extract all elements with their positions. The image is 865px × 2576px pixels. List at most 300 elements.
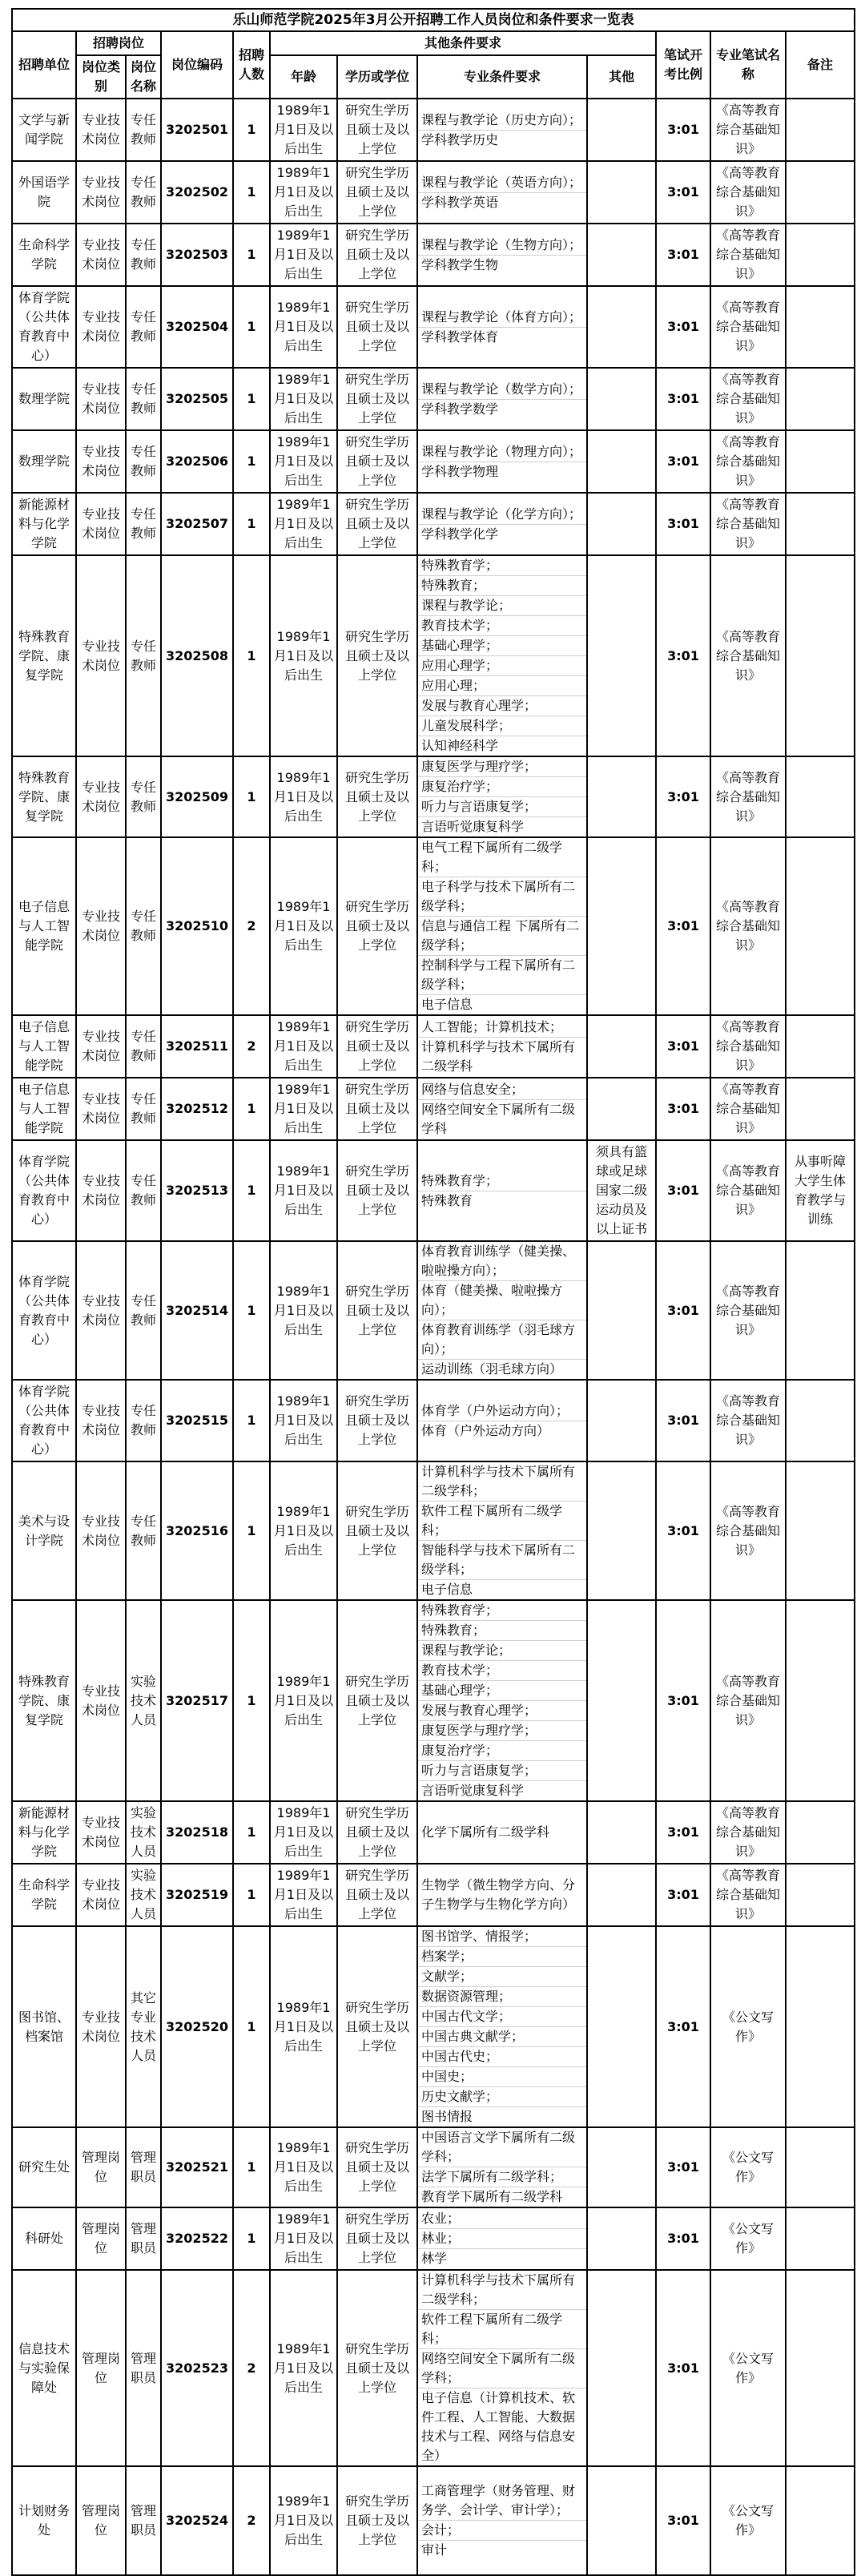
- code-cell: 3202505: [161, 368, 233, 430]
- major-line: 学科教学生物: [421, 256, 499, 272]
- major-line: 学科教学历史: [421, 131, 499, 147]
- post-name-cell: 专任教师: [126, 1241, 161, 1380]
- degree-cell: 研究生学历且硕士及以上学位: [337, 1078, 417, 1140]
- unit-cell: 电子信息与人工智能学院: [12, 1078, 76, 1140]
- count-cell: 1: [233, 756, 270, 837]
- major-line: 网络空间安全下属所有二级学科；: [418, 2349, 586, 2389]
- exam-cell: 《高等教育综合基础知识》: [710, 1015, 786, 1078]
- major-line: 运动训练（羽毛球方向）: [421, 1361, 563, 1377]
- remark-cell: [786, 2270, 855, 2466]
- table-row: [12, 224, 855, 286]
- table-row: [12, 286, 855, 368]
- exam-cell: 《公文写作》: [710, 2207, 786, 2270]
- other-cell: [587, 430, 656, 493]
- post-name-cell: 管理职员: [126, 2127, 161, 2207]
- code-cell: 3202504: [161, 286, 233, 368]
- post-name-cell: 专任教师: [126, 493, 161, 555]
- major-line: 网络空间安全下属所有二级学科: [421, 1101, 576, 1136]
- count-cell: 1: [233, 1926, 270, 2127]
- age-cell: 1989年1月1日及以后出生: [270, 756, 337, 837]
- major-cell: [417, 1926, 587, 2127]
- code-cell: 3202520: [161, 1926, 233, 2127]
- ratio-cell: 3:01: [656, 1801, 710, 1864]
- other-cell: [587, 1461, 656, 1600]
- unit-cell: 体育学院（公共体育教育中心）: [12, 286, 76, 368]
- major-cell: [417, 224, 587, 286]
- col-header-age: 年龄: [270, 55, 337, 99]
- post-type-cell: 专业技术岗位: [76, 224, 126, 286]
- major-line: 档案学；: [418, 1947, 586, 1967]
- table-row: [12, 1864, 855, 1926]
- table-row: [12, 1380, 855, 1461]
- major-cell: [417, 1241, 587, 1380]
- recruitment-document: [11, 8, 854, 2576]
- post-name-cell: 专任教师: [126, 1140, 161, 1241]
- degree-cell: 研究生学历且硕士及以上学位: [337, 2207, 417, 2270]
- major-line: 中国古典文献学；: [418, 2027, 586, 2047]
- remark-cell: [786, 837, 855, 1015]
- age-cell: 1989年1月1日及以后出生: [270, 555, 337, 756]
- unit-cell: 体育学院（公共体育教育中心）: [12, 1241, 76, 1380]
- recruitment-table: [11, 8, 855, 2576]
- code-cell: 3202506: [161, 430, 233, 493]
- table-row: [12, 2207, 855, 2270]
- count-cell: 2: [233, 837, 270, 1015]
- unit-cell: 体育学院（公共体育教育中心）: [12, 1140, 76, 1241]
- major-line: 康复医学与理疗学；: [418, 1721, 586, 1741]
- major-line: 信息与通信工程 下属所有二级学科；: [418, 917, 586, 956]
- post-type-cell: 专业技术岗位: [76, 430, 126, 493]
- major-cell: [417, 2207, 587, 2270]
- count-cell: 1: [233, 1600, 270, 1801]
- major-line: 林业；: [418, 2229, 586, 2249]
- unit-cell: 计划财务处: [12, 2466, 76, 2575]
- major-line: 学科教学数学: [421, 401, 499, 417]
- table-body: [12, 99, 855, 2575]
- major-line: 中国古代史；: [418, 2047, 586, 2067]
- count-cell: 1: [233, 1801, 270, 1864]
- col-header-other: 其他: [587, 55, 656, 99]
- code-cell: 3202513: [161, 1140, 233, 1241]
- remark-cell: [786, 1600, 855, 1801]
- remark-cell: [786, 1241, 855, 1380]
- exam-cell: 《高等教育综合基础知识》: [710, 1380, 786, 1461]
- other-cell: [587, 493, 656, 555]
- ratio-cell: 3:01: [656, 2466, 710, 2575]
- major-line: 电气工程下属所有二级学科；: [418, 838, 586, 877]
- count-cell: 1: [233, 161, 270, 224]
- major-line: 智能科学与技术下属所有二级学科；: [418, 1541, 586, 1580]
- ratio-cell: 3:01: [656, 430, 710, 493]
- remark-cell: [786, 1461, 855, 1600]
- ratio-cell: 3:01: [656, 1015, 710, 1078]
- count-cell: 1: [233, 1140, 270, 1241]
- major-line: 林学: [421, 2251, 448, 2266]
- post-type-cell: 专业技术岗位: [76, 1380, 126, 1461]
- count-cell: 1: [233, 1461, 270, 1600]
- major-cell: [417, 1801, 587, 1864]
- exam-cell: 《高等教育综合基础知识》: [710, 430, 786, 493]
- major-line: 课程与教学论；: [418, 1641, 586, 1661]
- major-line: 特殊教育；: [418, 1621, 586, 1641]
- major-cell: [417, 2270, 587, 2466]
- major-line: 言语听觉康复科学: [421, 1783, 525, 1798]
- count-cell: 1: [233, 1078, 270, 1140]
- remark-cell: [786, 1015, 855, 1078]
- code-cell: 3202503: [161, 224, 233, 286]
- count-cell: 1: [233, 224, 270, 286]
- exam-cell: 《高等教育综合基础知识》: [710, 224, 786, 286]
- exam-cell: 《高等教育综合基础知识》: [710, 1801, 786, 1864]
- major-line: 发展与教育心理学；: [418, 1701, 586, 1721]
- other-cell: [587, 1864, 656, 1926]
- unit-cell: 电子信息与人工智能学院: [12, 1015, 76, 1078]
- table-row: [12, 1461, 855, 1600]
- major-line: 听力与言语康复学；: [418, 1761, 586, 1781]
- ratio-cell: 3:01: [656, 2270, 710, 2466]
- col-header-ratio: 笔试开考比例: [656, 31, 710, 99]
- major-cell: [417, 1078, 587, 1140]
- other-cell: [587, 1801, 656, 1864]
- major-line: 康复治疗学；: [418, 1741, 586, 1761]
- count-cell: 1: [233, 555, 270, 756]
- ratio-cell: 3:01: [656, 1078, 710, 1140]
- ratio-cell: 3:01: [656, 1140, 710, 1241]
- ratio-cell: 3:01: [656, 368, 710, 430]
- major-cell: [417, 161, 587, 224]
- post-name-cell: 专任教师: [126, 1380, 161, 1461]
- code-cell: 3202514: [161, 1241, 233, 1380]
- major-cell: [417, 756, 587, 837]
- major-line: 特殊教育学；: [418, 1171, 586, 1191]
- post-type-cell: 专业技术岗位: [76, 1241, 126, 1380]
- code-cell: 3202524: [161, 2466, 233, 2575]
- major-line: 教育技术学；: [418, 1661, 586, 1681]
- col-header-other-group: 其他条件要求: [270, 31, 656, 55]
- table-row: [12, 1801, 855, 1864]
- age-cell: 1989年1月1日及以后出生: [270, 1801, 337, 1864]
- major-line: 课程与教学论（化学方向）；: [418, 505, 586, 525]
- code-cell: 3202519: [161, 1864, 233, 1926]
- age-cell: 1989年1月1日及以后出生: [270, 1241, 337, 1380]
- count-cell: 2: [233, 1015, 270, 1078]
- major-line: 特殊教育: [421, 1192, 473, 1208]
- major-line: 康复治疗学；: [418, 777, 586, 797]
- table-row: [12, 161, 855, 224]
- major-line: 儿童发展科学；: [418, 716, 586, 736]
- major-line: 学科教学体育: [421, 329, 499, 345]
- other-cell: [587, 2466, 656, 2575]
- major-line: 言语听觉康复科学: [421, 819, 525, 834]
- remark-cell: [786, 1078, 855, 1140]
- other-cell: [587, 224, 656, 286]
- count-cell: 1: [233, 286, 270, 368]
- exam-cell: 《公文写作》: [710, 2270, 786, 2466]
- age-cell: 1989年1月1日及以后出生: [270, 99, 337, 161]
- degree-cell: 研究生学历且硕士及以上学位: [337, 1140, 417, 1241]
- unit-cell: 外国语学院: [12, 161, 76, 224]
- table-row: [12, 99, 855, 161]
- remark-cell: [786, 1380, 855, 1461]
- page-title: 乐山师范学院2025年3月公开招聘工作人员岗位和条件要求一览表: [12, 9, 855, 31]
- exam-cell: 《高等教育综合基础知识》: [710, 1461, 786, 1600]
- ratio-cell: 3:01: [656, 837, 710, 1015]
- unit-cell: 数理学院: [12, 368, 76, 430]
- remark-cell: 从事听障大学生体育教学与训练: [786, 1140, 855, 1241]
- ratio-cell: 3:01: [656, 1600, 710, 1801]
- post-name-cell: 专任教师: [126, 1015, 161, 1078]
- major-line: 软件工程下属所有二级学科；: [418, 2310, 586, 2349]
- table-row: [12, 1015, 855, 1078]
- count-cell: 1: [233, 1241, 270, 1380]
- code-cell: 3202523: [161, 2270, 233, 2466]
- major-line: 康复医学与理疗学；: [418, 757, 586, 777]
- other-cell: [587, 2127, 656, 2207]
- major-line: 体育（健美操、啦啦操方向）；: [418, 1281, 586, 1320]
- age-cell: 1989年1月1日及以后出生: [270, 1078, 337, 1140]
- ratio-cell: 3:01: [656, 286, 710, 368]
- post-type-cell: 管理岗位: [76, 2466, 126, 2575]
- major-line: 体育学（户外运动方向）；: [418, 1401, 586, 1421]
- age-cell: 1989年1月1日及以后出生: [270, 368, 337, 430]
- degree-cell: 研究生学历且硕士及以上学位: [337, 161, 417, 224]
- other-cell: [587, 2207, 656, 2270]
- remark-cell: [786, 555, 855, 756]
- major-cell: [417, 430, 587, 493]
- code-cell: 3202521: [161, 2127, 233, 2207]
- major-cell: [417, 1600, 587, 1801]
- degree-cell: 研究生学历且硕士及以上学位: [337, 555, 417, 756]
- major-line: 课程与教学论（物理方向）；: [418, 442, 586, 462]
- exam-cell: 《高等教育综合基础知识》: [710, 286, 786, 368]
- post-name-cell: 实验技术人员: [126, 1801, 161, 1864]
- major-line: 审计: [421, 2542, 448, 2558]
- major-line: 文献学；: [418, 1967, 586, 1987]
- major-line: 电子科学与技术下属所有二级学科；: [418, 877, 586, 917]
- post-type-cell: 专业技术岗位: [76, 99, 126, 161]
- degree-cell: 研究生学历且硕士及以上学位: [337, 1241, 417, 1380]
- table-row: [12, 837, 855, 1015]
- major-line: 体育教育训练学（羽毛球方向）；: [418, 1320, 586, 1360]
- remark-cell: [786, 493, 855, 555]
- table-row: [12, 368, 855, 430]
- major-line: 认知神经科学: [421, 738, 499, 753]
- exam-cell: 《高等教育综合基础知识》: [710, 368, 786, 430]
- major-line: 法学下属所有二级学科；: [418, 2167, 586, 2187]
- unit-cell: 信息技术与实验保障处: [12, 2270, 76, 2466]
- post-name-cell: 专任教师: [126, 161, 161, 224]
- post-name-cell: 管理职员: [126, 2270, 161, 2466]
- degree-cell: 研究生学历且硕士及以上学位: [337, 1380, 417, 1461]
- col-header-unit: 招聘单位: [12, 31, 76, 99]
- other-cell: [587, 1241, 656, 1380]
- table-row: [12, 1926, 855, 2127]
- post-name-cell: 专任教师: [126, 430, 161, 493]
- table-row: [12, 1078, 855, 1140]
- post-type-cell: 专业技术岗位: [76, 837, 126, 1015]
- major-line: 基础心理学；: [418, 636, 586, 656]
- major-line: 特殊教育学；: [418, 1601, 586, 1621]
- col-header-post-type: 岗位类别: [76, 55, 126, 99]
- exam-cell: 《高等教育综合基础知识》: [710, 493, 786, 555]
- age-cell: 1989年1月1日及以后出生: [270, 2207, 337, 2270]
- table-row: [12, 430, 855, 493]
- exam-cell: 《高等教育综合基础知识》: [710, 161, 786, 224]
- major-line: 应用心理学；: [418, 656, 586, 676]
- unit-cell: 数理学院: [12, 430, 76, 493]
- exam-cell: 《公文写作》: [710, 1926, 786, 2127]
- major-line: 计算机科学与技术下属所有二级学科: [421, 1038, 576, 1074]
- count-cell: 2: [233, 2466, 270, 2575]
- major-cell: [417, 555, 587, 756]
- post-name-cell: 专任教师: [126, 224, 161, 286]
- code-cell: 3202518: [161, 1801, 233, 1864]
- exam-cell: 《高等教育综合基础知识》: [710, 99, 786, 161]
- exam-cell: 《高等教育综合基础知识》: [710, 1241, 786, 1380]
- post-name-cell: 专任教师: [126, 1078, 161, 1140]
- count-cell: 1: [233, 1864, 270, 1926]
- post-name-cell: 其它专业技术人员: [126, 1926, 161, 2127]
- unit-cell: 文学与新闻学院: [12, 99, 76, 161]
- post-type-cell: 专业技术岗位: [76, 1926, 126, 2127]
- other-cell: [587, 1600, 656, 1801]
- remark-cell: [786, 368, 855, 430]
- major-line: 中国史；: [418, 2067, 586, 2087]
- post-type-cell: 专业技术岗位: [76, 368, 126, 430]
- degree-cell: 研究生学历且硕士及以上学位: [337, 430, 417, 493]
- code-cell: 3202509: [161, 756, 233, 837]
- post-type-cell: 管理岗位: [76, 2207, 126, 2270]
- major-line: 软件工程下属所有二级学科；: [418, 1502, 586, 1541]
- code-cell: 3202517: [161, 1600, 233, 1801]
- post-type-cell: 专业技术岗位: [76, 1801, 126, 1864]
- major-line: 网络与信息安全；: [418, 1080, 586, 1100]
- degree-cell: 研究生学历且硕士及以上学位: [337, 837, 417, 1015]
- remark-cell: [786, 286, 855, 368]
- degree-cell: 研究生学历且硕士及以上学位: [337, 1926, 417, 2127]
- table-row: [12, 756, 855, 837]
- remark-cell: [786, 99, 855, 161]
- post-type-cell: 专业技术岗位: [76, 555, 126, 756]
- unit-cell: 新能源材料与化学学院: [12, 493, 76, 555]
- unit-cell: 生命科学学院: [12, 1864, 76, 1926]
- table-row: [12, 1140, 855, 1241]
- other-cell: [587, 2270, 656, 2466]
- major-line: 化学下属所有二级学科: [421, 1824, 550, 1840]
- post-type-cell: 专业技术岗位: [76, 1600, 126, 1801]
- count-cell: 2: [233, 2270, 270, 2466]
- major-cell: [417, 493, 587, 555]
- code-cell: 3202508: [161, 555, 233, 756]
- age-cell: 1989年1月1日及以后出生: [270, 493, 337, 555]
- other-cell: [587, 837, 656, 1015]
- remark-cell: [786, 2127, 855, 2207]
- major-cell: [417, 2127, 587, 2207]
- ratio-cell: 3:01: [656, 756, 710, 837]
- ratio-cell: 3:01: [656, 1864, 710, 1926]
- other-cell: [587, 1015, 656, 1078]
- post-name-cell: 实验技术人员: [126, 1864, 161, 1926]
- degree-cell: 研究生学历且硕士及以上学位: [337, 368, 417, 430]
- remark-cell: [786, 224, 855, 286]
- major-line: 生物学（微生物学方向、分子生物学与生物化学方向）: [421, 1877, 576, 1912]
- age-cell: 1989年1月1日及以后出生: [270, 224, 337, 286]
- major-line: 中国语言文学下属所有二级学科；: [418, 2128, 586, 2167]
- exam-cell: 《高等教育综合基础知识》: [710, 1864, 786, 1926]
- ratio-cell: 3:01: [656, 2127, 710, 2207]
- major-cell: [417, 1140, 587, 1241]
- age-cell: 1989年1月1日及以后出生: [270, 1015, 337, 1078]
- post-name-cell: 专任教师: [126, 837, 161, 1015]
- unit-cell: 美术与设计学院: [12, 1461, 76, 1600]
- ratio-cell: 3:01: [656, 99, 710, 161]
- remark-cell: [786, 1864, 855, 1926]
- degree-cell: 研究生学历且硕士及以上学位: [337, 493, 417, 555]
- code-cell: 3202501: [161, 99, 233, 161]
- degree-cell: 研究生学历且硕士及以上学位: [337, 224, 417, 286]
- other-cell: [587, 756, 656, 837]
- other-cell: [587, 99, 656, 161]
- remark-cell: [786, 2466, 855, 2575]
- post-type-cell: 专业技术岗位: [76, 1461, 126, 1600]
- exam-cell: 《高等教育综合基础知识》: [710, 1078, 786, 1140]
- major-cell: [417, 837, 587, 1015]
- major-line: 特殊教育学；: [418, 556, 586, 576]
- major-cell: [417, 1380, 587, 1461]
- major-line: 农业；: [418, 2209, 586, 2229]
- post-type-cell: 管理岗位: [76, 2270, 126, 2466]
- age-cell: 1989年1月1日及以后出生: [270, 1600, 337, 1801]
- major-cell: [417, 99, 587, 161]
- exam-cell: 《高等教育综合基础知识》: [710, 555, 786, 756]
- table-row: [12, 493, 855, 555]
- major-cell: [417, 2466, 587, 2575]
- remark-cell: [786, 161, 855, 224]
- remark-cell: [786, 756, 855, 837]
- major-line: 学科教学物理: [421, 463, 499, 479]
- age-cell: 1989年1月1日及以后出生: [270, 161, 337, 224]
- table-row: [12, 2466, 855, 2575]
- major-line: 教育技术学；: [418, 616, 586, 636]
- age-cell: 1989年1月1日及以后出生: [270, 2127, 337, 2207]
- exam-cell: 《高等教育综合基础知识》: [710, 1600, 786, 1801]
- col-header-exam: 专业笔试名称: [710, 31, 786, 99]
- other-cell: [587, 1380, 656, 1461]
- ratio-cell: 3:01: [656, 161, 710, 224]
- table-row: [12, 555, 855, 756]
- ratio-cell: 3:01: [656, 1461, 710, 1600]
- major-line: 应用心理；: [418, 676, 586, 696]
- major-line: 人工智能；计算机技术；: [418, 1018, 586, 1038]
- major-line: 历史文献学；: [418, 2087, 586, 2107]
- major-line: 计算机科学与技术下属所有二级学科；: [418, 1462, 586, 1502]
- exam-cell: 《高等教育综合基础知识》: [710, 756, 786, 837]
- major-line: 图书馆学、情报学；: [418, 1927, 586, 1947]
- major-line: 课程与教学论（数学方向）；: [418, 380, 586, 400]
- major-line: 会计；: [418, 2521, 586, 2541]
- post-type-cell: 专业技术岗位: [76, 161, 126, 224]
- col-header-major: 专业条件要求: [417, 55, 587, 99]
- major-line: 电子信息（计算机技术、软件工程、人工智能、大数据技术与工程、网络与信息安全）: [421, 2390, 576, 2463]
- major-line: 听力与言语康复学；: [418, 797, 586, 817]
- age-cell: 1989年1月1日及以后出生: [270, 1461, 337, 1600]
- table-row: [12, 2127, 855, 2207]
- major-line: 特殊教育；: [418, 576, 586, 596]
- count-cell: 1: [233, 2207, 270, 2270]
- post-type-cell: 专业技术岗位: [76, 756, 126, 837]
- degree-cell: 研究生学历且硕士及以上学位: [337, 1801, 417, 1864]
- post-name-cell: 专任教师: [126, 1461, 161, 1600]
